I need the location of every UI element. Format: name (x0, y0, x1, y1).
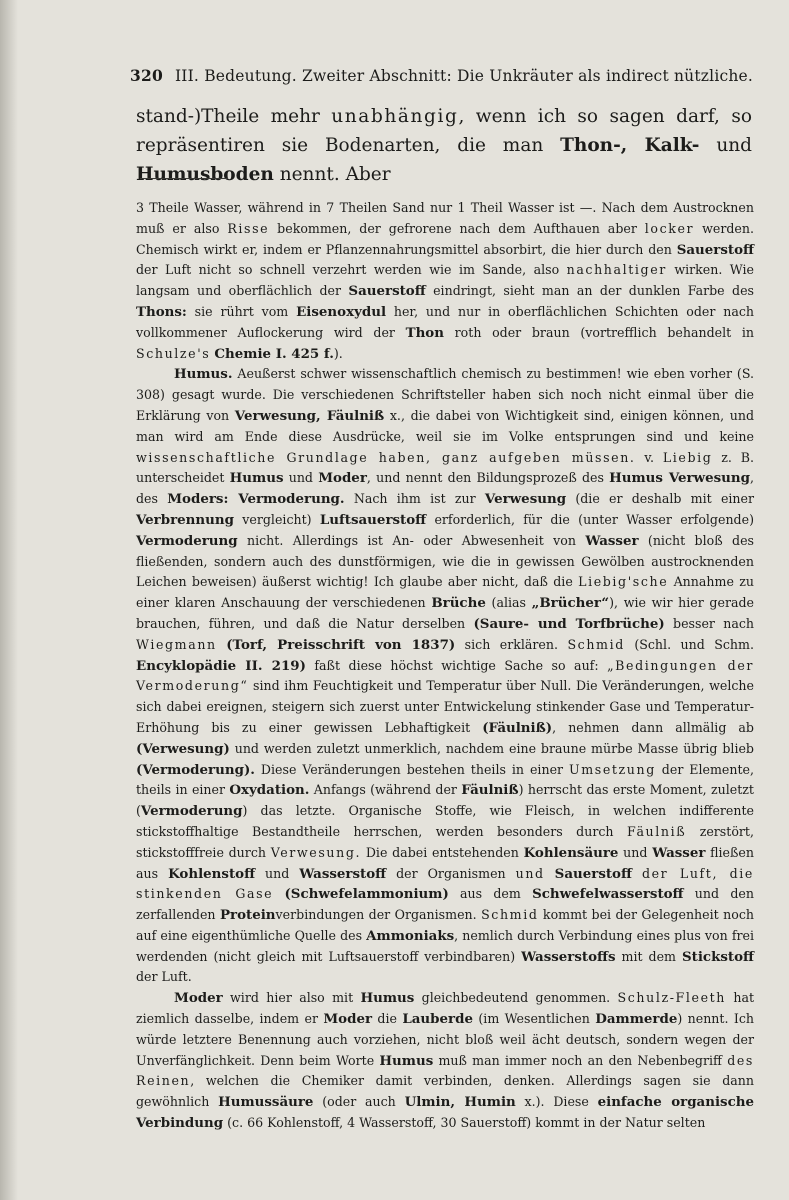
bold-term: Thon (405, 324, 444, 341)
text-run: ). (333, 345, 343, 361)
text-run: (die er deshalb mit einer (566, 491, 755, 507)
bold-term: Humus (379, 1052, 434, 1069)
bold-term: Thon-, Kalk- (560, 135, 700, 156)
text-run: Aeußerst schwer wissenschaftlich chemisch zu bestimmen! wie eben vorher (S. 308) gesagt wurde. Die verschiedenen Schriftsteller haben sich noch nicht einmal über die Erklärung von (136, 366, 754, 423)
text-run: erforderlich, für die (unter Wasser erfolgende) (426, 511, 754, 527)
text-run: mit dem (615, 948, 682, 964)
bold-term: Verwesung, Fäulniß (234, 407, 385, 424)
footnote-block (136, 198, 754, 1134)
bold-term: Schwefelwasserstoff (532, 886, 684, 903)
text-run: zerstört, stickstofffreie durch (136, 823, 754, 860)
text-run: nennt. Aber (273, 164, 391, 185)
text-run: Annahme zu einer klaren Anschauung der verschiedenen (136, 574, 754, 611)
text-run: fließen aus (136, 844, 754, 881)
text-run: wirken. Wie langsam und oberflächlich der (136, 262, 754, 299)
text-run (217, 637, 226, 652)
spaced-term: des Reinen (136, 1052, 754, 1089)
footnote-paragraph (136, 364, 754, 988)
bold-term: Luftsauerstoff (319, 511, 427, 528)
text-run: her, und nur in oberflächlichen Schichten oder nach vollkommener Auflockerung wird der (136, 303, 755, 340)
bold-term: Encyklopädie II. 219) (136, 657, 306, 674)
spaced-term: Schulz-Fleeth (617, 990, 726, 1006)
page-number: 320 (130, 66, 163, 85)
text-run: (im Wesentlichen (473, 1011, 596, 1027)
text-run: roth oder braun (vortrefflich behandelt in (443, 324, 754, 340)
bold-term: Moder (174, 990, 223, 1007)
text-run: faßt diese höchst wichtige Sache so auf: (305, 657, 608, 673)
text-run: x.). Diese (515, 1094, 598, 1110)
bold-term: Humus (360, 990, 415, 1007)
text-run: (Schl. und Schm. (624, 636, 754, 652)
text-run: eindringt, sieht man an der dunklen Farbe des (425, 283, 754, 299)
text-run: , nemlich durch Verbindung eines plus von frei werdenden (nicht gleich mit Luftsauerstoff verbindbaren) (136, 927, 754, 964)
text-run (273, 886, 284, 901)
text-run: , wenn ich so sagen darf, so repräsentiren sie Bodenarten, die man (136, 106, 752, 156)
text-run: ) herrscht das erste Moment, zuletzt ( (136, 782, 754, 819)
text-run: bekommen, der gefrorene nach dem Aufthauen aber (269, 220, 645, 236)
bold-term: (Vermoderung). (136, 761, 255, 778)
spaced-term: Liebig (662, 449, 713, 465)
text-run: und (255, 865, 300, 881)
spaced-term: Schulze's (136, 345, 211, 361)
text-run: 3 Theile Wasser, während in 7 Theilen Sand nur 1 Theil Wasser ist —. Nach dem Austrocknen muß er also (136, 200, 754, 236)
bold-term: Humus. (174, 366, 233, 383)
bold-term: Moder (323, 1011, 373, 1028)
bold-term: Kohlenstoff (168, 865, 256, 882)
spaced-term: der Luft, die stinkenden Gase (136, 865, 754, 902)
bold-term: einfache organische Verbindung (136, 1094, 754, 1132)
spaced-term: Wiegmann (136, 636, 217, 652)
bold-term: Vermoderung (140, 803, 243, 820)
text-run: ), wie wir hier gerade brauchen, führen, und daß die Natur derselben (136, 595, 754, 631)
text-run: Die dabei entstehenden (361, 844, 524, 860)
spaced-term: und (515, 865, 545, 881)
spaced-term: Schmid (481, 907, 539, 923)
bold-term: Sauerstoff (554, 865, 632, 882)
text-run: (oder auch (313, 1094, 405, 1110)
bold-term: Thons: (136, 303, 187, 320)
text-run: (alias (485, 595, 532, 611)
bold-term: Verwesung (484, 491, 567, 508)
text-run: x., die dabei von Wichtigkeit sind, einigen können, und man wird am Ende diese Ausdrücke, weil sie im Volke entsprungen sind und keine (136, 407, 755, 444)
text-run: , des (136, 470, 754, 507)
bold-term: Moders: Vermoderung. (167, 491, 345, 508)
bold-term: Wasserstoff (299, 865, 387, 882)
text-run: Anfangs (während der (309, 782, 462, 798)
text-run: vergleicht) (233, 511, 320, 527)
text-run: der Luft. (136, 969, 192, 985)
running-title: III. Bedeutung. Zweiter Abschnitt: Die Unkräuter als indirect nützliche. (174, 67, 754, 85)
footnote-paragraph (136, 988, 754, 1134)
bold-term: (Fäulniß) (482, 719, 553, 736)
spaced-term: nachhaltiger (566, 262, 667, 278)
text-run: ) nennt. Ich würde letztere Benennung auch vorziehen, nicht bloß weil ächt deutsch, sondern wegen der Unverfänglichkeit. Denn beim Worte (136, 1011, 754, 1068)
bold-term: Wasser (585, 532, 639, 549)
text-run: und werden zuletzt unmerklich, nachdem eine braune mürbe Masse übrig blieb (229, 740, 754, 756)
text-run: der Elemente, theils in einer (136, 761, 754, 798)
text-run: stand-)Theile mehr (136, 106, 332, 127)
bold-term: (Saure- und Torfbrüche) (473, 615, 665, 632)
text-run: wird hier also mit (222, 990, 361, 1006)
text-run (632, 866, 642, 881)
bold-term: Humus Verwesung (609, 470, 750, 487)
bold-term: Humusboden (136, 164, 274, 185)
text-run: verbindungen der Organismen. (275, 907, 482, 923)
running-header (130, 66, 770, 85)
text-run (545, 866, 555, 881)
bold-term: Brüche (431, 595, 486, 612)
bold-term: Moder (318, 470, 367, 487)
bold-term: Humus (229, 470, 284, 487)
spaced-term: locker (644, 220, 695, 236)
bold-term: Vermoderung (136, 532, 238, 549)
bold-term: Ulmin, Humin (404, 1094, 516, 1111)
bold-term: (Torf, Preisschrift von 1837) (226, 636, 456, 653)
text-run: ) das letzte. Organische Stoffe, wie Fleisch, in welchen indifferente stickstoffhaltige Bestandtheile herrschen, werden besonders durch (136, 803, 754, 839)
text-run: der Organismen (386, 865, 516, 881)
bold-term: Stickstoff (681, 948, 755, 965)
bold-term: Chemie I. 425 f. (214, 345, 334, 362)
text-run: nicht. Allerdings ist An- oder Abwesenheit von (237, 532, 586, 548)
bold-term: Sauerstoff (676, 241, 754, 258)
footnote-rule (140, 178, 228, 179)
text-run: und den zerfallenden (136, 886, 754, 923)
spaced-term: Verwesung. (270, 844, 362, 860)
spaced-term: „Bedingungen der Vermoderung“ (136, 657, 755, 694)
bold-term: Dammerde (595, 1011, 678, 1028)
bold-term: Humussäure (218, 1094, 314, 1111)
text-run: und (618, 844, 653, 860)
spaced-term: Fäulniß (626, 823, 687, 839)
text-run: gleichbedeutend genommen. (414, 990, 618, 1006)
bold-term: „Brücher“ (531, 595, 610, 612)
bold-term: Protein (219, 907, 276, 924)
bold-term: Wasser (652, 844, 706, 861)
text-run: , und nennt den Bildungsprozeß des (366, 470, 610, 486)
footnote-paragraph (136, 198, 754, 364)
text-run: werden. Chemisch wirkt er, indem er Pflanzennahrungsmittel absorbirt, die hier durch den (136, 220, 754, 257)
text-run: Nach ihm ist zur (344, 491, 485, 507)
bold-term: Eisenoxydul (296, 303, 387, 320)
bold-term: Oxydation. (229, 782, 310, 799)
text-run: muß man immer noch an den Nebenbegriff (433, 1052, 728, 1068)
text-run: die (372, 1011, 403, 1027)
bold-term: (Verwesung) (136, 740, 230, 757)
bold-term: Fäulniß (461, 782, 519, 799)
text-run: , welchen die Chemiker damit verbinden, denken. Allerdings sagen sie dann gewöhnlich (136, 1073, 754, 1110)
spaced-term: Umsetzung (569, 761, 656, 777)
bold-term: (Schwefelammonium) (284, 886, 449, 903)
spaced-term: wissenschaftliche Grundlage haben, ganz aufgeben müssen. (136, 449, 636, 465)
bold-term: Wasserstoffs (521, 948, 616, 965)
bold-term: Kohlensäure (523, 844, 619, 861)
text-run: (c. 66 Kohlenstoff, 4 Wasserstoff, 30 Sauerstoff) kommt in der Natur selten (223, 1115, 706, 1131)
spaced-term: Liebig'sche (578, 574, 669, 590)
text-run: , nehmen dann allmälig ab (552, 719, 754, 735)
bold-term: Sauerstoff (348, 283, 426, 300)
bold-term: Ammoniaks (366, 927, 455, 944)
text-run: besser nach (664, 615, 755, 631)
spaced-term: unabhängig (331, 106, 459, 127)
text-run: und (699, 135, 752, 156)
text-run: aus dem (448, 886, 533, 902)
text-run: kommt bei der Gelegenheit noch auf eine eigenthümliche Quelle des (136, 907, 754, 943)
text-run: sie rührt vom (186, 303, 297, 319)
bold-term: Verbrennung (136, 511, 234, 528)
spaced-term: Risse (227, 220, 270, 236)
text-run: (nicht bloß des fließenden, sondern auch des dunstförmigen, wie die in gewissen Gewölben austrocknenden Leichen beweisen) äußerst wichtig! Ich glaube aber nicht, daß die (136, 532, 754, 590)
text-run: z. B. unterscheidet (136, 449, 754, 486)
text-run: der Luft nicht so schnell verzehrt werden wie im Sande, also (136, 262, 567, 278)
text-run: v. (635, 449, 663, 465)
spaced-term: Schmid (567, 636, 625, 652)
text-run: hat ziemlich dasselbe, indem er (136, 990, 755, 1027)
text-run: und (283, 470, 319, 486)
text-run: sind ihm Feuchtigkeit und Temperatur über Null. Die Veränderungen, welche sich dabei ereignen, steigern sich zuerst unter Entwickelung stinkender Gase und Temperatur-Erhöhung bis zu einer gewissen Lebhaftigkeit (136, 678, 754, 735)
bold-term: Lauberde (402, 1011, 473, 1028)
text-run: sich erklären. (455, 636, 568, 652)
text-run: Diese Veränderungen bestehen theils in einer (254, 761, 569, 777)
main-text (136, 102, 752, 189)
